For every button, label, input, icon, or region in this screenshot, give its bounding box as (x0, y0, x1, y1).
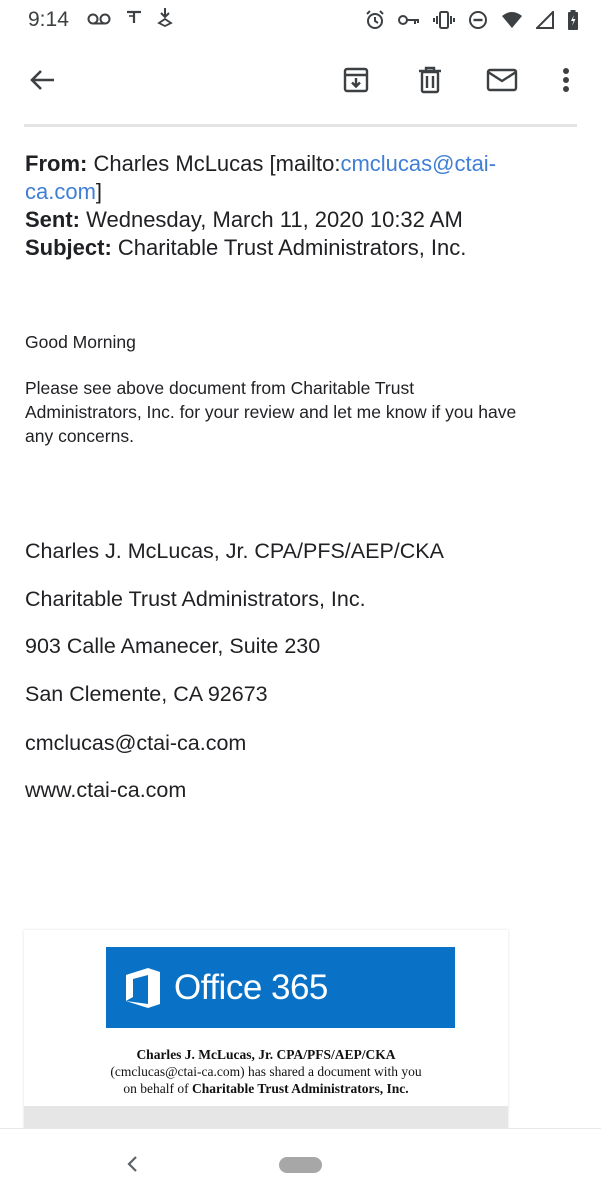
signature-city: San Clemente, CA 92673 (25, 682, 268, 706)
header-divider (24, 124, 577, 127)
signature-company: Charitable Trust Administrators, Inc. (25, 587, 366, 611)
from-email-link[interactable]: cmclucas@ctai- (340, 151, 497, 176)
signature-website-link[interactable]: www.ctai-ca.com (25, 778, 187, 802)
message-line: Please see above document from Charitable Trust (25, 378, 415, 398)
delete-icon[interactable] (412, 44, 448, 116)
shared-document-card[interactable] (24, 930, 508, 1130)
status-right (365, 10, 579, 30)
sent-label: Sent: (25, 207, 80, 232)
card-footer-band (24, 1106, 508, 1130)
arrow-back-icon[interactable] (24, 44, 60, 116)
signature-address: 903 Calle Amanecer, Suite 230 (25, 634, 321, 658)
cell-signal-icon (536, 11, 554, 29)
system-nav-bar (0, 1128, 601, 1201)
email-toolbar (0, 44, 601, 116)
signature-email-link[interactable]: cmclucas@ctai-ca.com (25, 731, 247, 755)
office-365-banner[interactable] (106, 947, 455, 1028)
wifi-icon (501, 11, 523, 29)
subject-value: Charitable Trust Administrators, Inc. (117, 235, 467, 260)
forwarded-header (25, 150, 585, 262)
status-bar (0, 0, 601, 40)
more-vert-icon[interactable] (556, 44, 576, 116)
share-sender-name: Charles J. McLucas, Jr. CPA/PFS/AEP/CKA (136, 1047, 396, 1062)
key-icon (398, 13, 420, 27)
from-line (25, 150, 585, 206)
message-body (25, 376, 585, 448)
mark-unread-icon[interactable] (484, 44, 520, 116)
status-left (28, 7, 173, 33)
from-email-link-cont[interactable]: ca.com (25, 179, 96, 204)
vibrate-icon (433, 11, 455, 29)
do-not-disturb-icon (468, 10, 488, 30)
text-t-icon (125, 8, 143, 32)
sent-value: Wednesday, March 11, 2020 10:32 AM (86, 207, 463, 232)
nav-back-icon[interactable] (122, 1151, 142, 1182)
share-message (24, 1046, 508, 1097)
office-logo-icon (124, 967, 162, 1009)
from-close-bracket: ] (95, 179, 103, 204)
subject-label: Subject: (25, 235, 112, 260)
message-line: Administrators, Inc. for your review and let me know if you have (25, 402, 517, 422)
nav-home-pill[interactable] (279, 1157, 322, 1173)
download-alert-icon (157, 7, 173, 33)
from-label: From: (25, 151, 88, 176)
subject-line (25, 234, 585, 262)
share-on-behalf-prefix: on behalf of (123, 1081, 192, 1096)
voicemail-icon (87, 8, 111, 32)
battery-icon (567, 10, 579, 30)
signature-name: Charles J. McLucas, Jr. CPA/PFS/AEP/CKA (25, 539, 444, 563)
alarm-icon (365, 10, 385, 30)
greeting: Good Morning (25, 332, 136, 352)
share-company: Charitable Trust Administrators, Inc. (191, 1081, 409, 1096)
share-sender-email: (cmclucas@ctai-ca.com) has shared a document with you (110, 1064, 422, 1079)
archive-icon[interactable] (338, 44, 374, 116)
sent-line (25, 206, 585, 234)
message-line: any concerns. (25, 426, 134, 446)
office-365-title: Office 365 (174, 967, 328, 1007)
from-name: Charles McLucas [mailto: (93, 151, 341, 176)
share-on-behalf (24, 1080, 508, 1097)
status-time: 9:14 (28, 8, 69, 31)
